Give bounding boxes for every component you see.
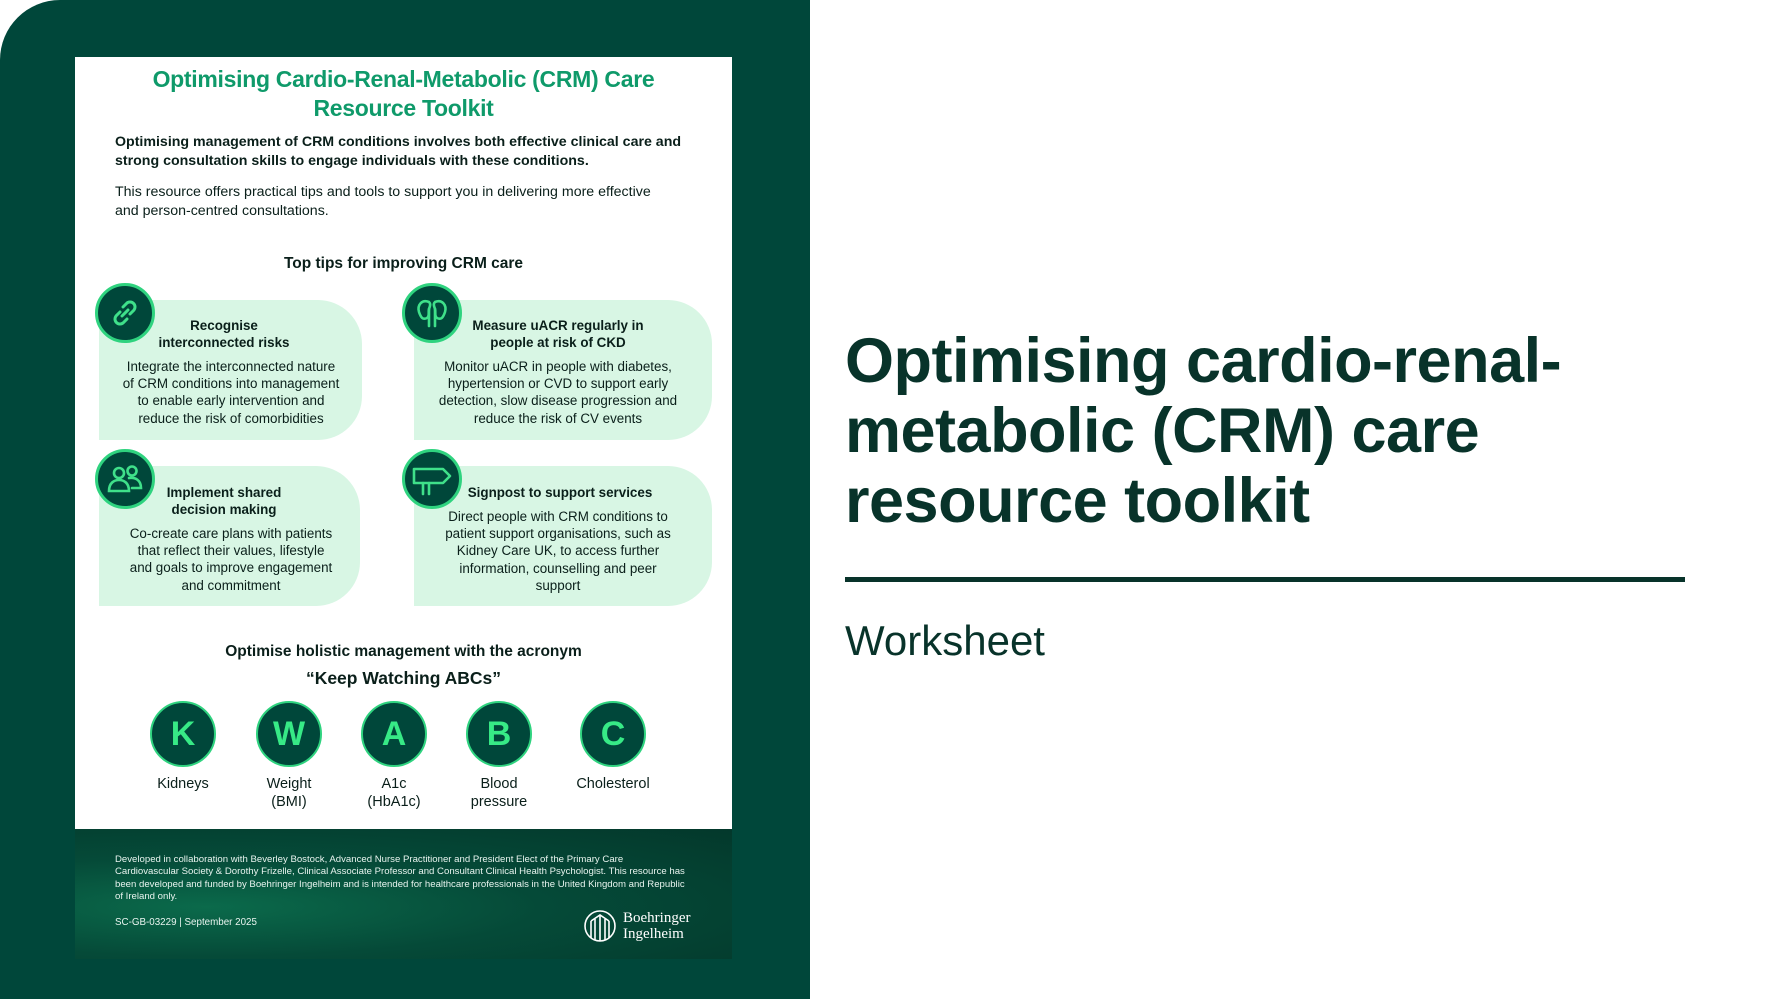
document-title-line1: Optimising Cardio-Renal-Metabolic (CRM) Care [152,66,655,92]
acronym-label-k: Kidneys [157,776,209,792]
tip-title-2: Measure uACR regularly in people at risk of CKD [472,318,644,350]
document-footer [75,829,732,959]
tip-title-3: Implement shared decision making [166,485,282,517]
document-title-line2: Resource Toolkit [313,95,494,121]
boehringer-logo-icon [583,909,617,943]
logo-line2: Ingelheim [623,926,684,942]
acronym-quote: “Keep Watching ABCs” [305,668,502,688]
tip-title-1: Recognise interconnected risks [158,318,290,350]
intro-bold-text: Optimising management of CRM conditions involves both effective clinical care and strong consultation skills to engage individuals with these conditions. [115,134,682,169]
acronym-circle-a: A [361,701,427,767]
hero-subtitle: Worksheet [845,617,1045,664]
acronym-label-b: Blood pressure [470,776,528,810]
footer-credits: Developed in collaboration with Beverley Bostock, Advanced Nurse Practitioner and President Elect of the Primary Care Cardiovascular Society & Dorothy Frizelle, Clinical Associate Professor and Consultant Clinical Health Psychologist. This resource has been developed and funded by Boehringer Ingelheim and is intended for healthcare professionals in the United Kingdom and Republic of Ireland only. [115,854,685,902]
tip-body-2: Monitor uACR in people with diabetes, hypertension or CVD to support early detection, slow disease progression and reduce the risk of CV events [438,359,678,426]
left-panel [0,0,810,999]
acronym-label-w: Weight (BMI) [266,776,312,810]
tip-title-4: Signpost to support services [467,485,653,500]
tip-body-1: Integrate the interconnected nature of CRM conditions into management to enable early intervention and reduce the risk of comorbidities [122,359,340,426]
boehringer-logo [583,909,690,943]
acronym-circle-b: B [466,701,532,767]
footer-code: SC-GB-03229 | September 2025 [115,917,257,928]
acronym-label-c: Cholesterol [576,776,650,792]
tips-heading: Top tips for improving CRM care [283,255,524,272]
intro-text: This resource offers practical tips and tools to support you in delivering more effective and person-centred consultations. [115,184,651,219]
tip-body-3: Co-create care plans with patients that reflect their values, lifestyle and goals to improve engagement and commitment [129,526,333,593]
document-preview[interactable] [75,57,732,959]
logo-line1: Boehringer [623,910,691,926]
acronym-circle-k: K [150,701,216,767]
hero-title: Optimising cardio-renal-metabolic (CRM) care resource toolkit [845,326,1562,536]
people-icon [95,449,155,509]
link-icon [95,283,155,343]
title-divider [845,577,1685,582]
acronym-circle-w: W [256,701,322,767]
acronym-label-a: A1c (HbA1c) [367,776,421,810]
acronym-heading: Optimise holistic management with the acronym [225,643,582,660]
acronym-circle-c: C [580,701,646,767]
tip-body-4: Direct people with CRM conditions to patient support organisations, such as Kidney Care UK, to access further information, counselling and peer support [445,509,671,593]
document-title [75,65,732,123]
